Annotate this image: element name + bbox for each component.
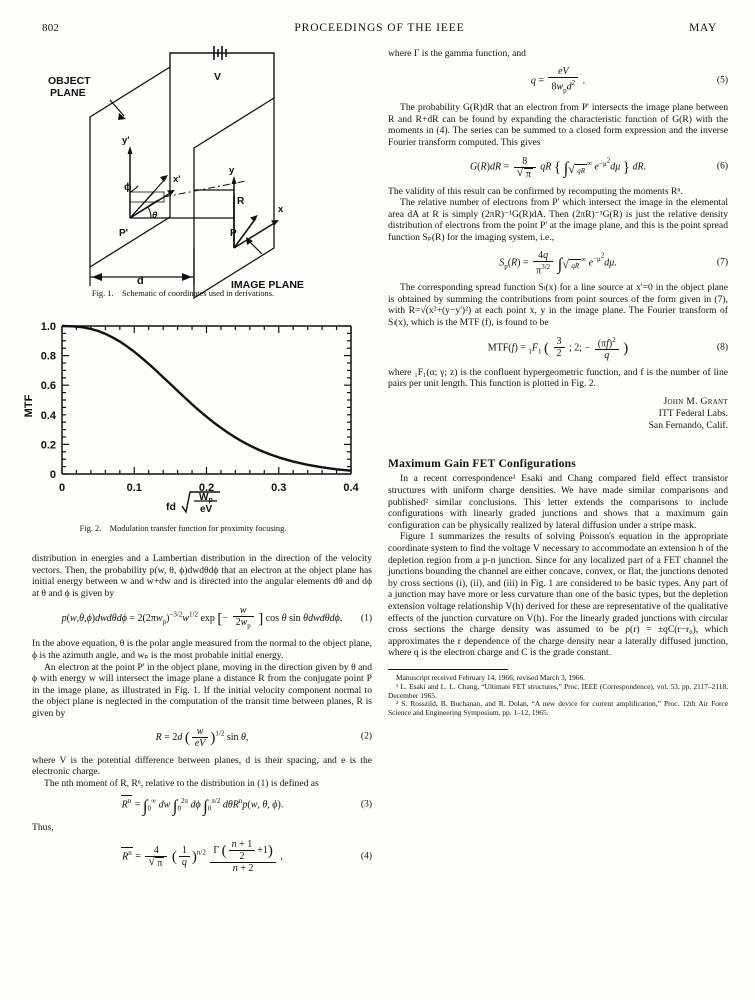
equation-4-number: (4) bbox=[360, 851, 372, 862]
article-2 bbox=[388, 457, 728, 717]
equation-5: q = $\frac{eV}{8w_pd^2}$ . (5) bbox=[530, 65, 728, 94]
left-paragraph-6: Thus, bbox=[32, 821, 54, 833]
chart-xtick-2: 0.2 bbox=[198, 482, 215, 494]
left-paragraph-2: In the above equation, θ is the polar angle measured from the normal to the object plane, ϕ is the azimuth angle, and wₚ is the most probable initial energy. bbox=[32, 638, 372, 661]
figure-2-caption bbox=[18, 524, 348, 534]
left-column bbox=[32, 553, 372, 880]
fig1-label-object-plane: OBJECT bbox=[48, 75, 91, 87]
signature-author: John M. Grant bbox=[663, 396, 728, 408]
equation-7-number: (7) bbox=[716, 257, 728, 268]
fig1-label-image-plane: IMAGE PLANE bbox=[231, 279, 304, 291]
equation-3: $R^n = \int_0^\infty$ dw $\int_0^{2\pi}$ dϕ $\int_0^{\pi/2}$ dθR$^n$p(w, θ, ϕ). (3) bbox=[121, 796, 372, 816]
fig1-label-phi: ϕ bbox=[124, 182, 132, 193]
right-paragraph-1: where Γ is the gamma function, and bbox=[388, 48, 526, 59]
fig1-label-x-prime: x' bbox=[173, 174, 181, 185]
equation-3-number: (3) bbox=[360, 799, 372, 810]
equation-7: $S_p(R)$ = $\frac{4q}{\pi^{3/2}}$ ∫ √ $_{qR}$∞ $e^{-\mu^2}d\mu$. (7) bbox=[388, 250, 728, 277]
fig1-label-theta: θ bbox=[152, 210, 158, 221]
chart-ylabel: MTF bbox=[23, 394, 35, 418]
footnote-manuscript: Manuscript received February 14, 1966; revised March 3, 1966. bbox=[396, 672, 586, 682]
equation-2-number: (2) bbox=[360, 731, 372, 742]
signature-block bbox=[388, 396, 728, 431]
footnote-rule bbox=[388, 669, 508, 670]
chart-xtick-3: 0.3 bbox=[271, 482, 287, 494]
figure-1-caption-label: Fig. 1. bbox=[91, 289, 114, 298]
chart-ytick-3: 0.6 bbox=[40, 380, 56, 393]
left-paragraph-5: The nth moment of R, Rⁿ, relative to the distribution in (1) is defined as bbox=[44, 777, 319, 789]
figure-1-schematic bbox=[18, 40, 348, 302]
right-paragraph-6: where ₁F₁(α; γ; z) is the confluent hypergeometric function, and f is the number of line pairs per unit length. This function is plotted in Fig. 2. bbox=[388, 366, 728, 390]
running-head bbox=[42, 22, 717, 38]
page-number: 802 bbox=[42, 22, 60, 34]
equation-6: G(R)dR = 8 √ π qR { ∫ √ $_{qR}$∞ $e^{-\mu^2}d\mu$ } dR. (6) bbox=[388, 154, 728, 179]
footnote-reference-1: ¹ L. Esaki and L. L. Chang, “Ultimate FET structures,” Proc. IEEE (Correspondence), vol. 53, pp. 2117–2118, December 1965. bbox=[388, 681, 728, 700]
figure-2-mtf-chart bbox=[14, 314, 359, 519]
fig1-label-r: R bbox=[237, 196, 245, 207]
chart-ytick-0: 0 bbox=[49, 469, 56, 481]
chart-ytick-4: 0.8 bbox=[40, 350, 56, 363]
signature-affiliation: ITT Federal Labs. bbox=[658, 407, 728, 419]
equation-4: $R^n$ = 4 √ π ( $\frac{1}{q}$ )$^{n/2}$ Γ ( $\frac{n + 1}{2}$ +1) n + 2 , (4) bbox=[32, 839, 372, 874]
right-paragraph-3: The validity of this result can be confirmed by recomputing the moments Rⁿ. bbox=[388, 185, 683, 197]
chart-xtick-0: 0 bbox=[58, 482, 66, 494]
equation-1: $p(w,\theta,\phi)dwd\theta d\phi = 2(2\pi w_p)^{-3/2}w^{1/2}$ exp [− $\frac{w}{2w_p}$ ] cos θ sin θdwdθdϕ. (1) bbox=[61, 605, 372, 631]
right-column bbox=[388, 48, 728, 718]
chart-ytick-1: 0.2 bbox=[40, 439, 56, 452]
figure-1 bbox=[18, 40, 348, 302]
equation-5-number: (5) bbox=[716, 75, 728, 86]
journal-title: PROCEEDINGS OF THE IEEE bbox=[294, 22, 465, 34]
fig1-label-distance: d bbox=[137, 275, 144, 287]
article-2-paragraph-1: In a recent correspondence¹ Esaki and Chang compared field effect transistor structures with uniform charge densities. We have made similar comparisons and published² similar conclusions. This letter extends the comparisons to include configurations with linearly graded junctions and shows that a maximum gain configuration can be physically realized by lateral diffusion under a stripe mask. bbox=[388, 473, 728, 531]
article-2-heading: Maximum Gain FET Configurations bbox=[388, 457, 576, 471]
svg-text:fd: fd bbox=[166, 501, 176, 513]
right-paragraph-4: The relative number of electrons from P' which intersect the image in the elemental area dA at R is simply (2πR)⁻¹G(R)dA. Then (2πR)⁻¹G(R) is just the relative density distribution of electrons from the point P' at the image plane, and this is the point spread function Sₚ(R) for the imaging system, i.e., bbox=[388, 197, 728, 244]
issue-month: MAY bbox=[689, 22, 717, 34]
chart-xlabel bbox=[166, 492, 220, 515]
figure-1-caption-text: Schematic of coordinates used in derivations. bbox=[121, 289, 275, 298]
right-paragraph-2: The probability G(R)dR that an electron from P' intersects the image plane between R and R+dR can be found by expanding the characteristic function of G(R) with the moments in (4). The series can be summed to a closed form expression and the inverse Fourier transform computed. This gives bbox=[388, 101, 728, 148]
svg-text:PLANE: PLANE bbox=[50, 87, 86, 99]
figure-2-caption-text: Modulation transfer function for proximity focusing. bbox=[109, 524, 287, 533]
left-paragraph-1: distribution in energies and a Lambertian distribution in the direction of the velocity vectors. Then, the probability p(w, θ, ϕ)dwdθdϕ that an electron at the object plane has initial energy between w and w+dw and is directed into the angular elements dθ and dϕ at θ and ϕ is given by bbox=[32, 553, 372, 599]
signature-location: San Fernando, Calif. bbox=[648, 419, 728, 431]
equation-2: R = 2d ( $\frac{w}{eV}$ )$^{1/2}$ sin θ, (2) bbox=[155, 725, 372, 749]
chart-ytick-2: 0.4 bbox=[40, 409, 56, 422]
fig1-label-y-prime: y' bbox=[122, 135, 130, 146]
figure-1-caption bbox=[18, 289, 348, 299]
article-2-paragraph-2: Figure 1 summarizes the results of solving Poisson's equation in the appropriate coordinate system to find the voltage V necessary to accommodate an extension h of the depletion region from a p-n junction. Since for any localized part of a FET channel the junctions bounding the channel are either concave, convex, or flat, the junctions denoted by cross sections (i), (ii), and (iii) in Fig. 1 are considered to be basic types. Any part of a junction may have more or less curvature than one of the basic types, but the depletion extension voltage relationship V(h) derived for these are representative of the qualitative effects of the junction curvature on V(h). For the linearly graded junctions with circular cross sections the charge density was assumed to be ρ(r) = ±qC(r−r₀), which approximates the r dependence of the charge density near a laterally diffused junction, where q is the electron charge and C is the grade constant. bbox=[388, 531, 729, 659]
equation-8: $MTF(f) = _1F_1$ ( $\frac{3}{2}$ ; 2; − $\frac{(\pi f)^2}{q}$ ) (8) bbox=[487, 335, 728, 361]
svg-text:eV: eV bbox=[200, 504, 213, 515]
left-paragraph-3: An electron at the point P' in the object plane, moving in the direction given by θ and ϕ with energy w will intersect the image plane a distance R from the conjugate point P in the image plane, as illustrated in Fig. 1. If the initial velocity component normal to the object plane is neglected in the computation of the transit time between planes, R is given by bbox=[32, 661, 372, 719]
fig1-label-x: x bbox=[278, 204, 284, 215]
fig1-label-p-prime: P' bbox=[119, 228, 129, 239]
chart-ytick-5: 1.0 bbox=[40, 321, 56, 333]
equation-1-number: (1) bbox=[360, 613, 372, 624]
fig1-label-voltage: V bbox=[214, 71, 222, 83]
right-paragraph-5: The corresponding spread function Sₗ(x) for a line source at x'=0 in the object plane is obtained by summing the contributions from point sources of the form given in (7), with R=√(x²+(y−y')²) at each point x, y in the image plane. The Fourier transform of Sₗ(x), which is the MTF (f), is found to be bbox=[388, 282, 728, 328]
fig1-label-y: y bbox=[229, 165, 235, 176]
footnote-reference-2: ² S. Rosszild, B. Buchanan, and R. Dolan, “A new device for current amplification,” Proc. 12th Air Force Science and Engineering Symposium, pp. 1–12, 1965. bbox=[388, 699, 728, 718]
left-paragraph-4: where V is the potential difference between planes, d is their spacing, and e is the electronic charge. bbox=[32, 754, 372, 778]
fig1-label-p: P bbox=[230, 228, 237, 239]
chart-xtick-1: 0.1 bbox=[126, 482, 142, 494]
equation-8-number: (8) bbox=[716, 342, 728, 353]
figure-2 bbox=[14, 314, 359, 519]
svg-text:Wp: $W_p$ bbox=[199, 492, 213, 504]
equation-6-number: (6) bbox=[716, 161, 728, 172]
chart-xtick-4: 0.4 bbox=[343, 482, 359, 494]
figure-2-caption-label: Fig. 2. bbox=[79, 524, 102, 533]
